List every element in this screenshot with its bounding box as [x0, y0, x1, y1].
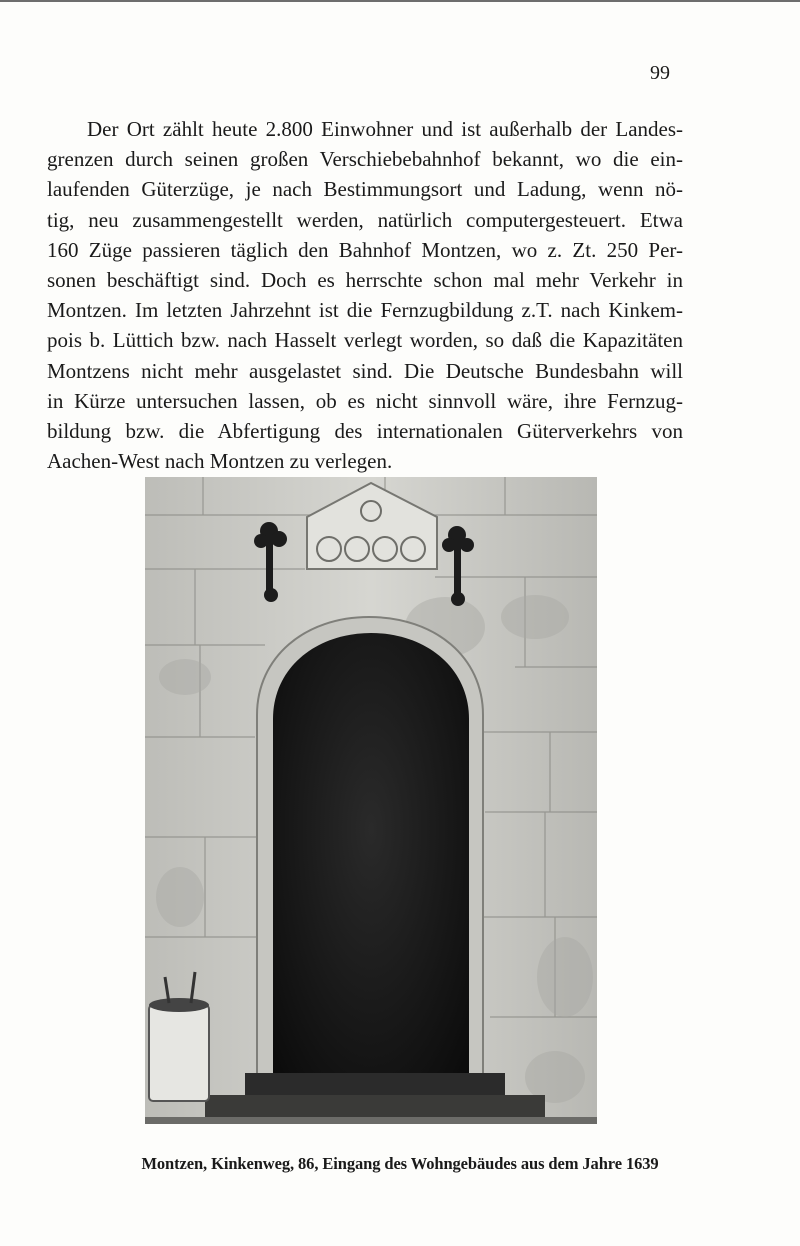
body-line: bildung bzw. die Abfertigung des internationalen Güterverkehrs von	[47, 418, 683, 443]
photo-caption: Montzen, Kinkenweg, 86, Eingang des Wohngebäudes aus dem Jahre 1639	[141, 1154, 659, 1173]
body-line: in Kürze untersuchen lassen, ob es nicht sinnvoll wäre, ihre Fernzug-	[47, 388, 683, 413]
body-paragraph	[47, 114, 683, 476]
page-number: 99	[650, 62, 670, 84]
doorway-photograph	[145, 477, 597, 1124]
body-line: pois b. Lüttich bzw. nach Hasselt verlegt worden, so daß die Kapazitäten	[47, 328, 683, 353]
body-line: Montzens nicht mehr ausgelastet sind. Die Deutsche Bundesbahn will	[47, 358, 683, 383]
top-edge-rule	[0, 0, 800, 2]
body-line: Der Ort zählt heute 2.800 Einwohner und ist außerhalb der Landes-	[87, 117, 683, 141]
body-line: Aachen-West nach Montzen zu verlegen.	[47, 449, 393, 474]
body-line: laufenden Güterzüge, je nach Bestimmungsort und Ladung, wenn nö-	[47, 177, 683, 202]
body-line: Montzen. Im letzten Jahrzehnt ist die Fernzugbildung z.T. nach Kinkem-	[47, 298, 683, 323]
body-line: grenzen durch seinen großen Verschiebebahnhof bekannt, wo die ein-	[47, 147, 683, 172]
body-line: sonen beschäftigt sind. Doch es herrschte schon mal mehr Verkehr in	[47, 267, 683, 292]
doorway-photo-illustration	[145, 477, 597, 1124]
body-line: 160 Züge passieren täglich den Bahnhof Montzen, wo z. Zt. 250 Per-	[47, 237, 683, 262]
body-line: tig, neu zusammengestellt werden, natürlich computergesteuert. Etwa	[47, 207, 683, 232]
